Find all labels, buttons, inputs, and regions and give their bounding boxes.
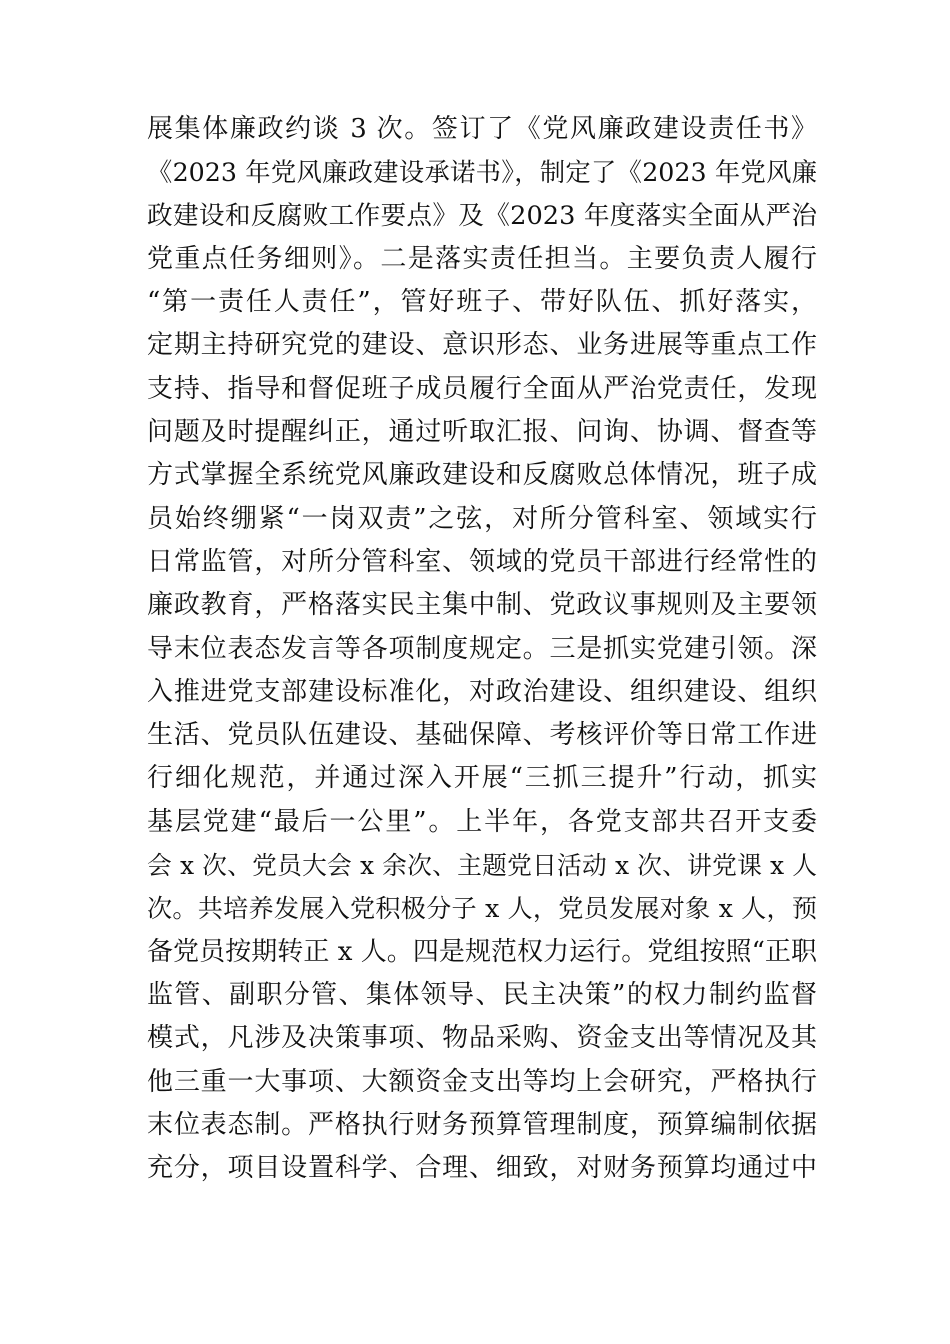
text-line: 展集体廉政约谈 3 次。签订了《党风廉政建设责任书》 — [147, 114, 817, 144]
text-line: 支持、指导和督促班子成员履行全面从严治党责任，发现 — [147, 373, 817, 404]
text-line: 《2023 年党风廉政建设承诺书》，制定了《2023 年党风廉 — [147, 158, 817, 188]
text-line: 备党员按期转正 x 人。四是规范权力运行。党组按照“正职 — [147, 936, 817, 967]
text-line: 基层党建“最后一公里”。上半年，各党支部共召开支委 — [147, 806, 817, 837]
text-line: 充分，项目设置科学、合理、细致，对财务预算均通过中 — [147, 1153, 817, 1184]
text-line: 会 x 次、党员大会 x 余次、主题党日活动 x 次、讲党课 x 人 — [147, 851, 817, 881]
text-line: 监管、副职分管、集体领导、民主决策”的权力制约监督 — [147, 979, 817, 1010]
text-line: 生活、党员队伍建设、基础保障、考核评价等日常工作进 — [147, 720, 817, 751]
text-line: 导末位表态发言等各项制度规定。三是抓实党建引领。深 — [147, 633, 817, 664]
text-line: 行细化规范，并通过深入开展“三抓三提升”行动，抓实 — [147, 763, 817, 794]
text-line: 模式，凡涉及决策事项、物品采购、资金支出等情况及其 — [147, 1023, 817, 1054]
text-line: 定期主持研究党的建设、意识形态、业务进展等重点工作 — [147, 330, 817, 361]
text-line: 末位表态制。严格执行财务预算管理制度，预算编制依据 — [147, 1109, 817, 1140]
text-line: 入推进党支部建设标准化，对政治建设、组织建设、组织 — [147, 676, 817, 707]
text-line: 党重点任务细则》。二是落实责任担当。主要负责人履行 — [147, 243, 817, 274]
text-line: 员始终绷紧“一岗双责”之弦，对所分管科室、领域实行 — [147, 503, 817, 534]
text-line: 廉政教育，严格落实民主集中制、党政议事规则及主要领 — [147, 590, 817, 621]
text-line: “第一责任人责任”，管好班子、带好队伍、抓好落实， — [147, 287, 817, 318]
text-line: 方式掌握全系统党风廉政建设和反腐败总体情况，班子成 — [147, 460, 817, 491]
body-text — [147, 108, 817, 1190]
text-line: 次。共培养发展入党积极分子 x 人，党员发展对象 x 人，预 — [147, 894, 817, 924]
text-line: 政建设和反腐败工作要点》及《2023 年度落实全面从严治 — [147, 200, 817, 231]
text-line: 他三重一大事项、大额资金支出等均上会研究，严格执行 — [147, 1066, 817, 1097]
text-line: 问题及时提醒纠正，通过听取汇报、问询、协调、督查等 — [147, 417, 817, 448]
text-line: 日常监管，对所分管科室、领域的党员干部进行经常性的 — [147, 546, 817, 577]
